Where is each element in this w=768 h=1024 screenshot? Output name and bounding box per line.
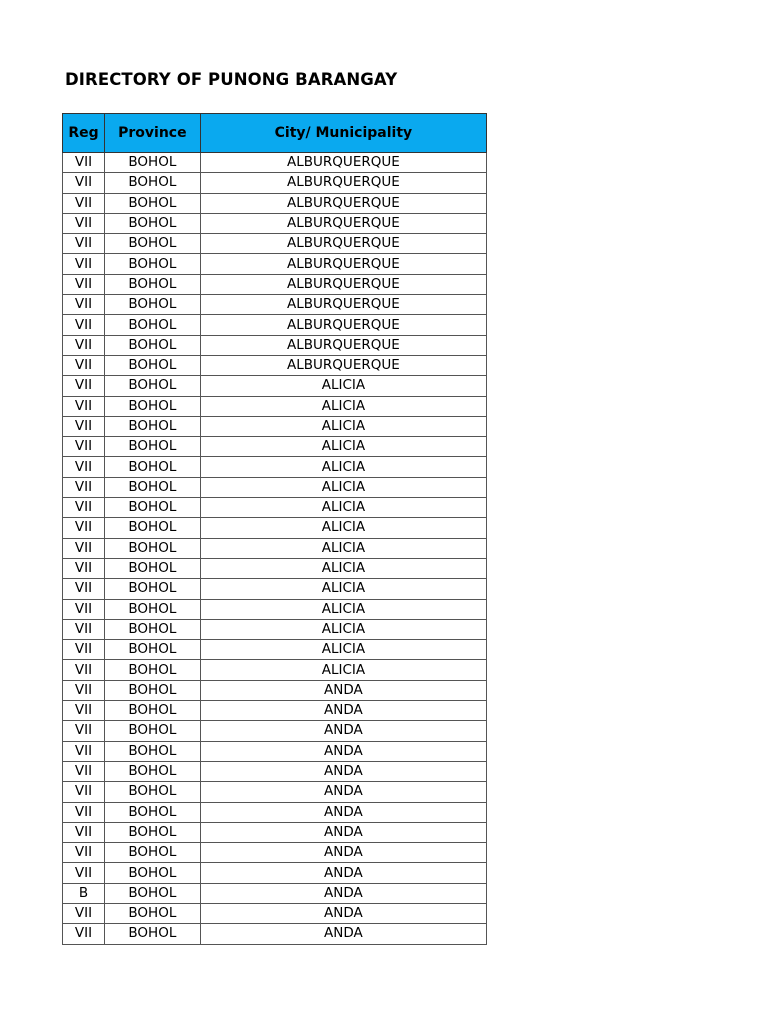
cell-province: BOHOL (104, 355, 200, 375)
cell-reg: VII (63, 741, 105, 761)
cell-province: BOHOL (104, 498, 200, 518)
directory-table (62, 113, 487, 945)
table-row (63, 477, 487, 497)
cell-reg: VII (63, 518, 105, 538)
table-row (63, 315, 487, 335)
cell-province: BOHOL (104, 822, 200, 842)
cell-reg: VII (63, 761, 105, 781)
cell-city-municipality: ANDA (200, 802, 486, 822)
table-row (63, 558, 487, 578)
cell-city-municipality: ALICIA (200, 538, 486, 558)
table-row (63, 721, 487, 741)
table-row (63, 822, 487, 842)
table-row (63, 782, 487, 802)
cell-city-municipality: ALBURQUERQUE (200, 315, 486, 335)
cell-city-municipality: ANDA (200, 761, 486, 781)
column-header-province: Province (104, 114, 200, 153)
cell-reg: VII (63, 660, 105, 680)
cell-reg: VII (63, 721, 105, 741)
cell-reg: VII (63, 579, 105, 599)
cell-city-municipality: ANDA (200, 741, 486, 761)
cell-province: BOHOL (104, 761, 200, 781)
table-row (63, 396, 487, 416)
cell-province: BOHOL (104, 782, 200, 802)
table-row (63, 640, 487, 660)
table-row (63, 660, 487, 680)
cell-city-municipality: ANDA (200, 701, 486, 721)
cell-reg: VII (63, 376, 105, 396)
table-row (63, 254, 487, 274)
cell-city-municipality: ANDA (200, 924, 486, 944)
cell-reg: VII (63, 416, 105, 436)
cell-province: BOHOL (104, 579, 200, 599)
cell-province: BOHOL (104, 213, 200, 233)
cell-province: BOHOL (104, 680, 200, 700)
cell-province: BOHOL (104, 660, 200, 680)
cell-reg: VII (63, 822, 105, 842)
cell-city-municipality: ALICIA (200, 599, 486, 619)
cell-reg: VII (63, 558, 105, 578)
cell-reg: VII (63, 782, 105, 802)
table-row (63, 761, 487, 781)
cell-province: BOHOL (104, 437, 200, 457)
cell-city-municipality: ALICIA (200, 579, 486, 599)
cell-reg: VII (63, 701, 105, 721)
cell-province: BOHOL (104, 376, 200, 396)
cell-province: BOHOL (104, 477, 200, 497)
cell-province: BOHOL (104, 721, 200, 741)
table-row (63, 335, 487, 355)
cell-reg: VII (63, 295, 105, 315)
cell-province: BOHOL (104, 396, 200, 416)
cell-reg: VII (63, 477, 105, 497)
cell-city-municipality: ANDA (200, 883, 486, 903)
cell-city-municipality: ALICIA (200, 477, 486, 497)
table-row (63, 924, 487, 944)
cell-province: BOHOL (104, 193, 200, 213)
cell-city-municipality: ANDA (200, 782, 486, 802)
table-header-row (63, 114, 487, 153)
cell-province: BOHOL (104, 883, 200, 903)
table-row (63, 416, 487, 436)
cell-city-municipality: ALICIA (200, 619, 486, 639)
cell-reg: VII (63, 903, 105, 923)
cell-city-municipality: ALBURQUERQUE (200, 234, 486, 254)
cell-reg: VII (63, 193, 105, 213)
cell-province: BOHOL (104, 558, 200, 578)
table-row (63, 579, 487, 599)
cell-reg: VII (63, 599, 105, 619)
cell-city-municipality: ALICIA (200, 437, 486, 457)
cell-city-municipality: ALICIA (200, 457, 486, 477)
table-row (63, 295, 487, 315)
cell-city-municipality: ALBURQUERQUE (200, 213, 486, 233)
cell-reg: VII (63, 396, 105, 416)
cell-province: BOHOL (104, 315, 200, 335)
table-row (63, 274, 487, 294)
cell-province: BOHOL (104, 843, 200, 863)
table-row (63, 193, 487, 213)
cell-city-municipality: ANDA (200, 863, 486, 883)
cell-province: BOHOL (104, 295, 200, 315)
cell-province: BOHOL (104, 254, 200, 274)
page-title: DIRECTORY OF PUNONG BARANGAY (65, 70, 398, 89)
table-row (63, 376, 487, 396)
cell-reg: VII (63, 640, 105, 660)
column-header-reg: Reg (63, 114, 105, 153)
cell-city-municipality: ALBURQUERQUE (200, 295, 486, 315)
cell-province: BOHOL (104, 640, 200, 660)
cell-city-municipality: ANDA (200, 843, 486, 863)
cell-province: BOHOL (104, 701, 200, 721)
table-row (63, 619, 487, 639)
cell-province: BOHOL (104, 153, 200, 173)
cell-city-municipality: ALBURQUERQUE (200, 355, 486, 375)
cell-city-municipality: ALICIA (200, 640, 486, 660)
cell-province: BOHOL (104, 619, 200, 639)
cell-reg: VII (63, 538, 105, 558)
cell-province: BOHOL (104, 863, 200, 883)
cell-province: BOHOL (104, 416, 200, 436)
table-row (63, 234, 487, 254)
table-row (63, 173, 487, 193)
cell-city-municipality: ALICIA (200, 396, 486, 416)
cell-city-municipality: ANDA (200, 903, 486, 923)
cell-city-municipality: ANDA (200, 822, 486, 842)
cell-province: BOHOL (104, 599, 200, 619)
cell-city-municipality: ALBURQUERQUE (200, 153, 486, 173)
cell-city-municipality: ALICIA (200, 558, 486, 578)
cell-province: BOHOL (104, 802, 200, 822)
cell-city-municipality: ALBURQUERQUE (200, 254, 486, 274)
cell-reg: VII (63, 153, 105, 173)
table-row (63, 153, 487, 173)
table-row (63, 883, 487, 903)
cell-province: BOHOL (104, 903, 200, 923)
cell-reg: VII (63, 315, 105, 335)
table-row (63, 680, 487, 700)
cell-province: BOHOL (104, 173, 200, 193)
table-row (63, 863, 487, 883)
cell-reg: VII (63, 802, 105, 822)
cell-province: BOHOL (104, 538, 200, 558)
cell-reg: VII (63, 335, 105, 355)
cell-reg: VII (63, 619, 105, 639)
cell-reg: VII (63, 355, 105, 375)
table-row (63, 741, 487, 761)
cell-city-municipality: ALICIA (200, 498, 486, 518)
cell-province: BOHOL (104, 924, 200, 944)
cell-reg: VII (63, 863, 105, 883)
cell-city-municipality: ALBURQUERQUE (200, 173, 486, 193)
cell-reg: B (63, 883, 105, 903)
cell-reg: VII (63, 437, 105, 457)
cell-city-municipality: ALICIA (200, 416, 486, 436)
table-row (63, 701, 487, 721)
table-row (63, 355, 487, 375)
cell-reg: VII (63, 498, 105, 518)
column-header-city-municipality: City/ Municipality (200, 114, 486, 153)
cell-reg: VII (63, 234, 105, 254)
cell-city-municipality: ALBURQUERQUE (200, 193, 486, 213)
cell-province: BOHOL (104, 457, 200, 477)
cell-province: BOHOL (104, 741, 200, 761)
table-row (63, 437, 487, 457)
cell-city-municipality: ALICIA (200, 660, 486, 680)
table-body (63, 153, 487, 945)
cell-reg: VII (63, 843, 105, 863)
table-row (63, 802, 487, 822)
cell-city-municipality: ALICIA (200, 518, 486, 538)
table-row (63, 599, 487, 619)
cell-city-municipality: ANDA (200, 680, 486, 700)
table-row (63, 843, 487, 863)
cell-province: BOHOL (104, 234, 200, 254)
cell-city-municipality: ALICIA (200, 376, 486, 396)
cell-city-municipality: ALBURQUERQUE (200, 274, 486, 294)
cell-reg: VII (63, 213, 105, 233)
table-row (63, 213, 487, 233)
cell-reg: VII (63, 457, 105, 477)
cell-province: BOHOL (104, 274, 200, 294)
cell-reg: VII (63, 924, 105, 944)
cell-province: BOHOL (104, 335, 200, 355)
table-row (63, 903, 487, 923)
cell-province: BOHOL (104, 518, 200, 538)
cell-reg: VII (63, 173, 105, 193)
cell-reg: VII (63, 274, 105, 294)
table-row (63, 457, 487, 477)
cell-reg: VII (63, 680, 105, 700)
cell-city-municipality: ALBURQUERQUE (200, 335, 486, 355)
cell-city-municipality: ANDA (200, 721, 486, 741)
table-row (63, 518, 487, 538)
cell-reg: VII (63, 254, 105, 274)
table-row (63, 538, 487, 558)
table-row (63, 498, 487, 518)
